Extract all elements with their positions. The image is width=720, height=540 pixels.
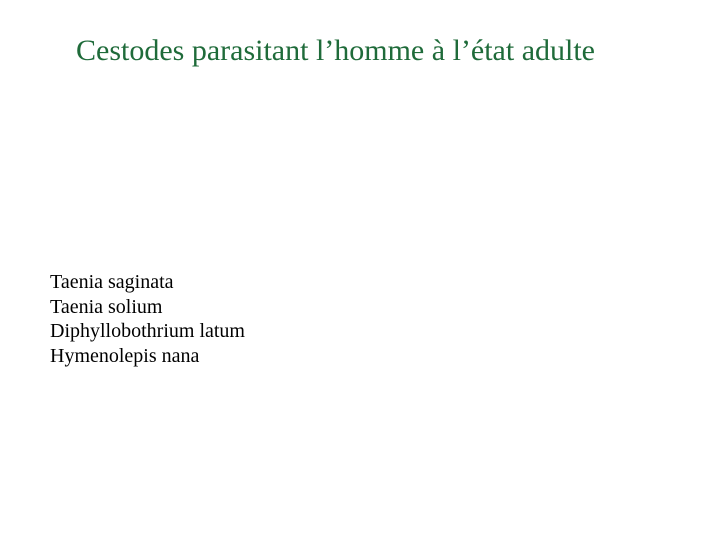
list-item: Taenia saginata xyxy=(50,271,174,293)
list-item: Hymenolepis nana xyxy=(50,344,200,367)
slide-title: Cestodes parasitant l’homme à l’état adulte xyxy=(76,34,595,67)
list-item: Diphyllobothrium latum xyxy=(50,320,245,342)
list-item: Taenia solium xyxy=(50,295,163,318)
species-list xyxy=(50,270,245,368)
